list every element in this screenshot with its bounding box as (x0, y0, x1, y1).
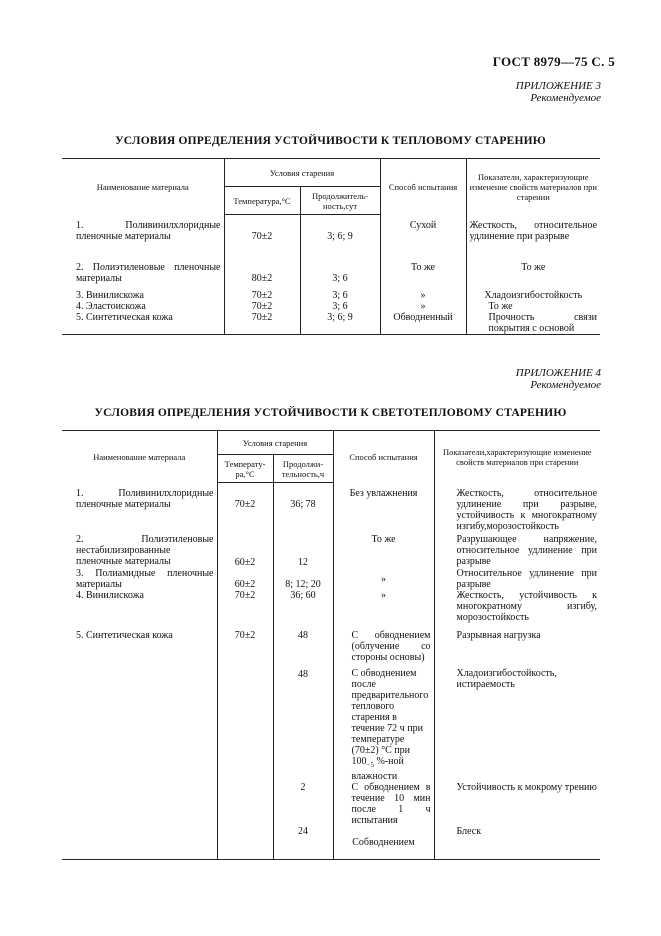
temperature (217, 663, 273, 782)
table-row (62, 256, 600, 284)
duration: 24 (273, 826, 333, 860)
temperature: 70±2 (217, 483, 273, 532)
appendix-4-label-block (516, 367, 601, 391)
duration: 3; 6; 9 (300, 312, 380, 335)
col-header-conditions: Условия старения (217, 431, 333, 455)
properties: Разрывная нагрузка (434, 630, 600, 663)
properties: Хладоизгибостойкость, истираемость (434, 663, 600, 782)
properties: Жесткость, относительное удлинение при разрыве, устойчивость к многократному изгибу,морозостойкость (434, 483, 600, 532)
col-header-properties: Показатели, характеризующие изменение свойств материалов при старении (466, 159, 600, 215)
appendix-3-label-block (516, 80, 601, 104)
material-name: 4. Эластоискожа (76, 300, 146, 312)
col-header-temperature: Температу-ра,°С (217, 455, 273, 483)
material-name: 3. Винилискожа (76, 289, 144, 301)
method-subscript: −5 (366, 760, 374, 769)
table-row (62, 663, 600, 782)
table-row (62, 284, 600, 301)
appendix-note: Рекомендуемое (530, 379, 601, 391)
method: То же (333, 532, 434, 568)
duration: 3; 6 (300, 301, 380, 312)
properties: Жесткость, относительное удлинение при разрыве (466, 215, 600, 256)
method: С обводнением в течение 10 мин после 1 ч испытания (333, 782, 434, 826)
light-thermal-aging-table (62, 430, 600, 860)
method-text: С обводнением после предварительного теплового старения в течение 72 ч при температуре (70±2) °С при 100 (351, 667, 429, 767)
duration: 8; 12; 20 (273, 568, 333, 590)
properties: Хладоизгибостойкость (466, 284, 600, 301)
duration: 48 (273, 663, 333, 782)
material-name: 1. Поливинилхлоридные пленочные материалы (76, 219, 221, 242)
temperature: 70±2 (224, 312, 300, 335)
properties: Блеск (434, 826, 600, 860)
properties: Относительное удлинение при разрыве (434, 568, 600, 590)
temperature: 70±2 (217, 590, 273, 630)
temperature: 60±2 (217, 532, 273, 568)
material-name: 4. Винилискожа (76, 589, 144, 601)
temperature: 70±2 (224, 284, 300, 301)
col-header-conditions: Условия старения (224, 159, 380, 187)
table-row (62, 568, 600, 590)
table-row (62, 826, 600, 860)
duration: 48 (273, 630, 333, 663)
col-header-duration: Продолжи-тельность,ч (273, 455, 333, 483)
duration: 3; 6 (300, 284, 380, 301)
table-row (62, 532, 600, 568)
table-row (62, 312, 600, 335)
col-header-method: Способ испытания (333, 431, 434, 483)
material-name: 3. Полиамидные пленочные материалы (76, 567, 214, 590)
method: С обводнением (облучение со стороны основы) (333, 630, 434, 663)
temperature: 70±2 (224, 301, 300, 312)
method: » (380, 301, 466, 312)
page-header: ГОСТ 8979—75 С. 5 (492, 54, 615, 69)
properties: Прочность связи покрытия с основой (466, 312, 600, 335)
table-row (62, 590, 600, 630)
method: Без увлажнения (333, 483, 434, 532)
material-name: 2. Полиэтиленовые пленочные материалы (76, 261, 221, 284)
method: То же (380, 256, 466, 284)
temperature: 70±2 (217, 630, 273, 663)
appendix-4-title: УСЛОВИЯ ОПРЕДЕЛЕНИЯ УСТОЙЧИВОСТИ К СВЕТОТЕПЛОВОМУ СТАРЕНИЮ (94, 407, 567, 419)
appendix-3-title: УСЛОВИЯ ОПРЕДЕЛЕНИЯ УСТОЙЧИВОСТИ К ТЕПЛОВОМУ СТАРЕНИЮ (115, 135, 546, 147)
table-row (62, 215, 600, 256)
duration: 12 (273, 532, 333, 568)
method-text-end: %-ной влажности (351, 755, 404, 782)
col-header-duration: Продолжитель-ность,сут (300, 187, 380, 215)
material-name: 2. Полиэтиленовые нестабилизированные пленочные материалы (76, 533, 214, 567)
material-name: 1. Поливинилхлоридные пленочные материалы (76, 487, 214, 510)
duration: 3; 6; 9 (300, 215, 380, 256)
col-header-method: Способ испытания (380, 159, 466, 215)
temperature: 60±2 (217, 568, 273, 590)
table-row (62, 782, 600, 826)
method: Обводненный (380, 312, 466, 335)
material-name (62, 782, 217, 826)
properties: То же (466, 301, 600, 312)
col-header-name: Наименование материала (62, 431, 217, 483)
appendix-note: Рекомендуемое (530, 92, 601, 104)
temperature: 80±2 (224, 256, 300, 284)
method: Собводнением (333, 826, 434, 860)
method: Сухой (380, 215, 466, 256)
col-header-name: Наименование материала (62, 159, 224, 215)
appendix-label: ПРИЛОЖЕНИЕ 3 (515, 80, 601, 92)
temperature (217, 782, 273, 826)
col-header-temperature: Температура,°С (224, 187, 300, 215)
method (333, 663, 434, 782)
appendix-label: ПРИЛОЖЕНИЕ 4 (515, 367, 601, 379)
properties: То же (466, 256, 600, 284)
table-row (62, 301, 600, 312)
duration: 2 (273, 782, 333, 826)
duration: 3; 6 (300, 256, 380, 284)
properties: Разрушающее напряжение, относительное удлинение при разрыве (434, 532, 600, 568)
material-name: 5. Синтетическая кожа (62, 312, 224, 335)
material-name (62, 826, 217, 860)
duration: 36; 78 (273, 483, 333, 532)
material-name: 5. Синтетическая кожа (76, 629, 173, 641)
col-header-properties: Показатели,характеризующие изменение свойств материалов при старении (434, 431, 600, 483)
temperature (217, 826, 273, 860)
method: » (380, 284, 466, 301)
thermal-aging-table (62, 158, 600, 335)
method: » (333, 568, 434, 590)
method: » (333, 590, 434, 630)
temperature: 70±2 (224, 215, 300, 256)
properties: Устойчивость к мокрому трению (434, 782, 600, 826)
table-row (62, 630, 600, 663)
material-name (62, 663, 217, 782)
properties: Жесткость, устойчивость к многократному изгибу, морозостойкость (434, 590, 600, 630)
duration: 36; 60 (273, 590, 333, 630)
table-row (62, 483, 600, 532)
